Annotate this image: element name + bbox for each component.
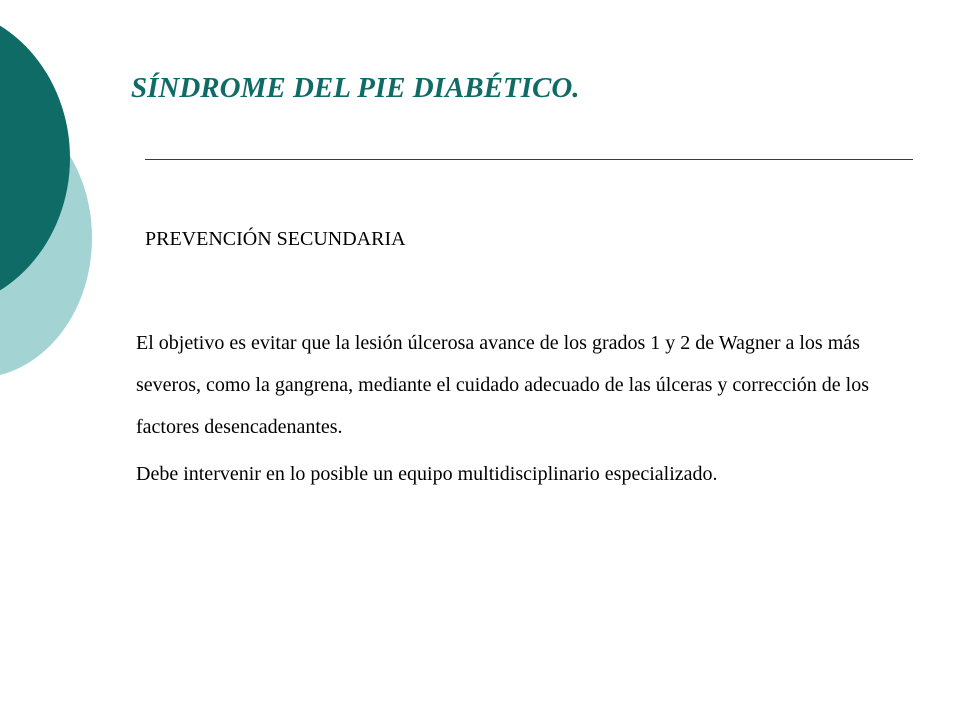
body-paragraph-objective: El objetivo es evitar que la lesión úlcerosa avance de los grados 1 y 2 de Wagner a los más severos, como la gangrena, mediante el cuidado adecuado de las úlceras y corrección de los factores desencadenantes.: [136, 332, 870, 438]
section-subheading: PREVENCIÓN SECUNDARIA: [145, 228, 406, 250]
slide-title: SÍNDROME DEL PIE DIABÉTICO.: [131, 72, 580, 104]
title-divider: [145, 159, 913, 160]
body-paragraph-team: Debe intervenir en lo posible un equipo multidisciplinario especializado.: [136, 463, 718, 485]
